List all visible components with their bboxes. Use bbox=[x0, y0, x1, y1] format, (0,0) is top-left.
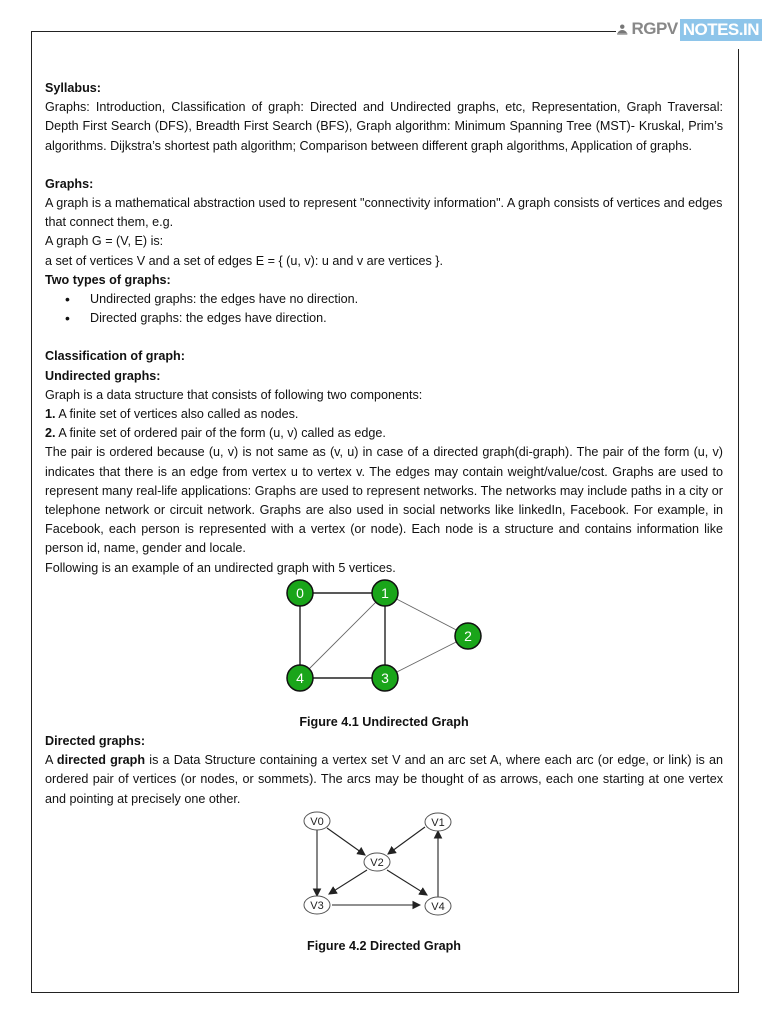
undirected-paragraph: The pair is ordered because (u, v) is not same as (v, u) in case of a directed graph(di-graph). The pair of the form (u, v) indicates that there is an edge from vertex u to vertex v. The edges may contain weight/value/cost. Graphs are used to represent many real-life applications: Graphs are used to represent networks. The networks may include paths in a city or telephone network or circuit network. Graphs are also used in social networks like linkedIn, Facebook. For example, in Facebook, each person is represented with a vertex (or node). Each node is a structure and contains information like person id, name, gender and locale. bbox=[45, 445, 723, 556]
example-intro: Following is an example of an undirected graph with 5 vertices. bbox=[45, 560, 396, 575]
arc-v2-v3 bbox=[329, 870, 367, 894]
component-text: A finite set of ordered pair of the form (u, v) called as edge. bbox=[55, 426, 386, 441]
digraph-node-label: V4 bbox=[431, 900, 445, 913]
document-body bbox=[45, 79, 723, 956]
syllabus-heading: Syllabus: bbox=[45, 81, 101, 95]
graphs-paragraph-3: a set of vertices V and a set of edges E = { (u, v): u and v are vertices }. bbox=[45, 253, 443, 268]
digraph-node-label: V3 bbox=[310, 899, 324, 912]
component-item-1 bbox=[45, 405, 723, 424]
arc-v0-v2 bbox=[327, 828, 365, 855]
graph-node-label: 1 bbox=[381, 584, 389, 601]
graph-types-list bbox=[45, 290, 723, 328]
components-intro: Graph is a data structure that consists of following two components: bbox=[45, 387, 423, 402]
list-item: • Undirected graphs: the edges have no direction. bbox=[90, 290, 723, 309]
graph-node-label: 2 bbox=[464, 627, 472, 644]
directed-graph-figure bbox=[45, 809, 723, 937]
digraph-node-label: V0 bbox=[310, 815, 324, 828]
directed-heading: Directed graphs: bbox=[45, 734, 146, 749]
directed-term: directed graph bbox=[56, 753, 146, 768]
graph-node-label: 4 bbox=[296, 669, 304, 686]
component-text: A finite set of vertices also called as nodes. bbox=[55, 407, 299, 422]
directed-graph-diagram bbox=[45, 809, 723, 933]
graph-types-heading: Two types of graphs: bbox=[45, 272, 171, 287]
logo-text-a: RGPV bbox=[631, 19, 678, 38]
graphs-paragraph-1: A graph is a mathematical abstraction used to represent "connectivity information". A graph consists of vertices and edges that connect them, e.g. bbox=[45, 196, 723, 230]
logo-text-b: NOTES.IN bbox=[680, 19, 762, 41]
site-logo bbox=[616, 11, 762, 49]
syllabus-text: Graphs: Introduction, Classification of graph: Directed and Undirected graphs, etc, Representation, Graph Traversal: Depth First Search (DFS), Breadth First Search (BFS), Graph algorithm: Minimum Spanning Tree (MST)- Kruskal, Prim’s algorithms. Dijkstra’s shortest path algorithm; Comparison between different graph algorithms, Application of graphs. bbox=[45, 100, 723, 153]
undirected-graph-diagram bbox=[45, 578, 723, 708]
edge-1-2 bbox=[385, 593, 468, 636]
graph-node-label: 0 bbox=[296, 584, 304, 601]
digraph-node-label: V2 bbox=[370, 856, 384, 869]
reader-icon bbox=[616, 14, 629, 46]
arc-v1-v2 bbox=[388, 827, 425, 854]
directed-text-a: A bbox=[45, 753, 57, 768]
undirected-heading: Undirected graphs: bbox=[45, 368, 161, 383]
edge-4-1 bbox=[300, 593, 385, 678]
directed-text-b: is a Data Structure containing a vertex set V and an arc set A, where each arc (or edge, or link) is an ordered pair of vertices (or nodes, or sommets). The arcs may be thought of as arrows, each one starting at one vertex and pointing at precisely one other. bbox=[45, 753, 723, 806]
classification-heading: Classification of graph: bbox=[45, 349, 185, 364]
figure-1-caption: Figure 4.1 Undirected Graph bbox=[299, 714, 469, 729]
edge-3-2 bbox=[385, 636, 468, 678]
component-item-2 bbox=[45, 424, 723, 443]
directed-paragraph bbox=[45, 751, 723, 809]
graphs-paragraph-2: A graph G = (V, E) is: bbox=[45, 234, 164, 249]
arc-v2-v4 bbox=[387, 870, 427, 895]
digraph-node-label: V1 bbox=[431, 816, 445, 829]
undirected-graph-figure bbox=[45, 578, 723, 713]
component-number: 1. bbox=[45, 407, 56, 422]
figure-2-caption: Figure 4.2 Directed Graph bbox=[307, 938, 461, 953]
graph-node-label: 3 bbox=[381, 669, 389, 686]
component-number: 2. bbox=[45, 426, 56, 441]
graphs-heading: Graphs: bbox=[45, 176, 94, 191]
list-item: • Directed graphs: the edges have direction. bbox=[90, 309, 723, 328]
